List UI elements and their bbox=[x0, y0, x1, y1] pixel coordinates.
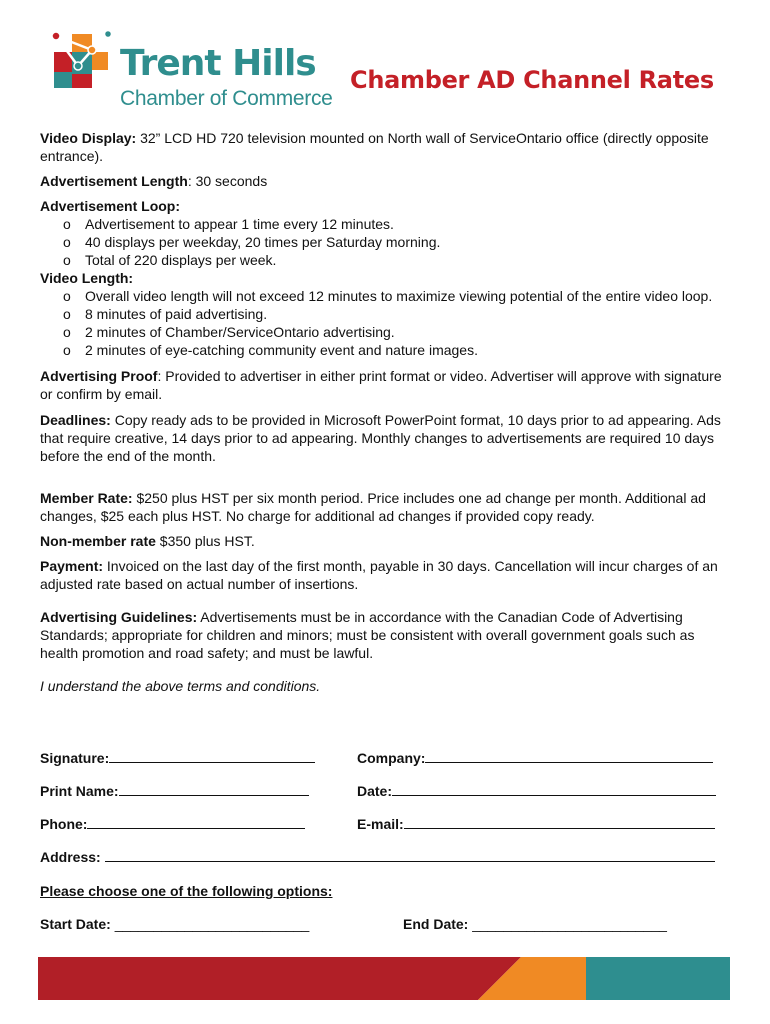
deadlines-text: Copy ready ads to be provided in Microsoft PowerPoint format, 10 days prior to ad appearing. Ads that require creative, 14 days prior to ad appearing. Monthly changes to advertisements are required 10 days before the end of the month. bbox=[40, 412, 721, 464]
company-field[interactable] bbox=[425, 762, 713, 763]
member-rate-text: $250 plus HST per six month period. Price includes one ad change per month. Additional ad changes, $25 each plus HST. No charge for additional ad changes if provided copy ready. bbox=[40, 490, 706, 524]
date-row bbox=[357, 783, 716, 799]
deadlines-paragraph bbox=[40, 411, 732, 465]
print-name-label: Print Name: bbox=[40, 783, 119, 799]
video-display-paragraph bbox=[40, 129, 732, 165]
nonmember-rate-text: $350 plus HST. bbox=[155, 533, 255, 549]
list-item: o 2 minutes of Chamber/ServiceOntario advertising. bbox=[85, 323, 732, 341]
guidelines-text: Advertisements must be in accordance with the Canadian Code of Advertising Standards; appropriate for children and minors; must be consistent with overall government goals such as health promotion and road safety; and must be lawful. bbox=[40, 609, 695, 661]
phone-label: Phone: bbox=[40, 816, 88, 832]
video-length-list bbox=[40, 287, 732, 359]
payment-label: Payment: bbox=[40, 558, 104, 574]
guidelines-label: Advertising Guidelines: bbox=[40, 609, 198, 625]
signature-label: Signature: bbox=[40, 750, 110, 766]
date-label: Date: bbox=[357, 783, 393, 799]
list-item: o 2 minutes of eye-catching community event and nature images. bbox=[85, 341, 732, 359]
signature-field[interactable] bbox=[109, 762, 315, 763]
email-field[interactable] bbox=[404, 828, 715, 829]
video-length-heading: Video Length: bbox=[40, 270, 134, 286]
list-item: o Total of 220 displays per week. bbox=[85, 251, 732, 269]
date-field[interactable] bbox=[392, 795, 716, 796]
print-name-field[interactable] bbox=[119, 795, 309, 796]
logo-subtitle: Chamber of Commerce bbox=[120, 87, 333, 110]
address-label: Address: bbox=[40, 849, 105, 865]
ad-length-text: : 30 seconds bbox=[187, 173, 268, 189]
rates-body bbox=[40, 129, 732, 695]
page-title: Chamber AD Channel Rates bbox=[350, 66, 714, 94]
proof-text: : Provided to advertiser in either print format or video. Advertiser will approve with signature or confirm by email. bbox=[40, 368, 722, 402]
print-name-row bbox=[40, 783, 309, 799]
start-date-row bbox=[40, 916, 309, 932]
ad-length-label: Advertisement Length bbox=[40, 173, 188, 189]
list-item: o 40 displays per weekday, 20 times per Saturday morning. bbox=[85, 233, 732, 251]
terms-acknowledgement: I understand the above terms and conditions. bbox=[40, 678, 321, 694]
member-rate-label: Member Rate: bbox=[40, 490, 133, 506]
options-heading: Please choose one of the following options: bbox=[40, 883, 333, 899]
end-date-label: End Date: bbox=[403, 916, 473, 932]
network-logo-icon bbox=[50, 30, 112, 90]
ad-length-paragraph bbox=[40, 172, 732, 190]
deadlines-label: Deadlines: bbox=[40, 412, 111, 428]
email-row bbox=[357, 816, 715, 832]
company-row bbox=[357, 750, 713, 766]
chamber-logo bbox=[50, 30, 340, 115]
signature-row bbox=[40, 750, 315, 766]
email-label: E-mail: bbox=[357, 816, 404, 832]
footer-color-band bbox=[38, 957, 730, 1000]
start-date-field[interactable]: _________________________ bbox=[114, 916, 310, 932]
footer-teal-segment bbox=[586, 957, 730, 1000]
end-date-row bbox=[403, 916, 667, 932]
payment-paragraph bbox=[40, 557, 732, 593]
ad-loop-heading: Advertisement Loop: bbox=[40, 198, 181, 214]
nonmember-rate-label: Non-member rate bbox=[40, 533, 156, 549]
footer-red-segment bbox=[38, 957, 521, 1000]
list-item: o Advertisement to appear 1 time every 12 minutes. bbox=[85, 215, 732, 233]
start-date-label: Start Date: bbox=[40, 916, 115, 932]
proof-paragraph bbox=[40, 367, 732, 403]
video-display-text: 32” LCD HD 720 television mounted on North wall of ServiceOntario office (directly opposite entrance). bbox=[40, 130, 709, 164]
end-date-field[interactable]: _________________________ bbox=[472, 916, 667, 932]
address-field[interactable] bbox=[105, 861, 715, 862]
phone-field[interactable] bbox=[87, 828, 305, 829]
member-rate-paragraph bbox=[40, 489, 732, 525]
payment-text: Invoiced on the last day of the first month, payable in 30 days. Cancellation will incur charges of an adjusted rate based on actual number of insertions. bbox=[40, 558, 718, 592]
list-item: o 8 minutes of paid advertising. bbox=[85, 305, 732, 323]
nonmember-rate-paragraph bbox=[40, 532, 732, 550]
phone-row bbox=[40, 816, 305, 832]
proof-label: Advertising Proof bbox=[40, 368, 158, 384]
company-label: Company: bbox=[357, 750, 426, 766]
guidelines-paragraph bbox=[40, 608, 732, 662]
list-item: o Overall video length will not exceed 12 minutes to maximize viewing potential of the entire video loop. bbox=[85, 287, 732, 305]
video-display-label: Video Display: bbox=[40, 130, 137, 146]
address-row bbox=[40, 849, 715, 865]
ad-loop-list bbox=[40, 215, 732, 269]
logo-title: Trent Hills bbox=[120, 43, 316, 84]
